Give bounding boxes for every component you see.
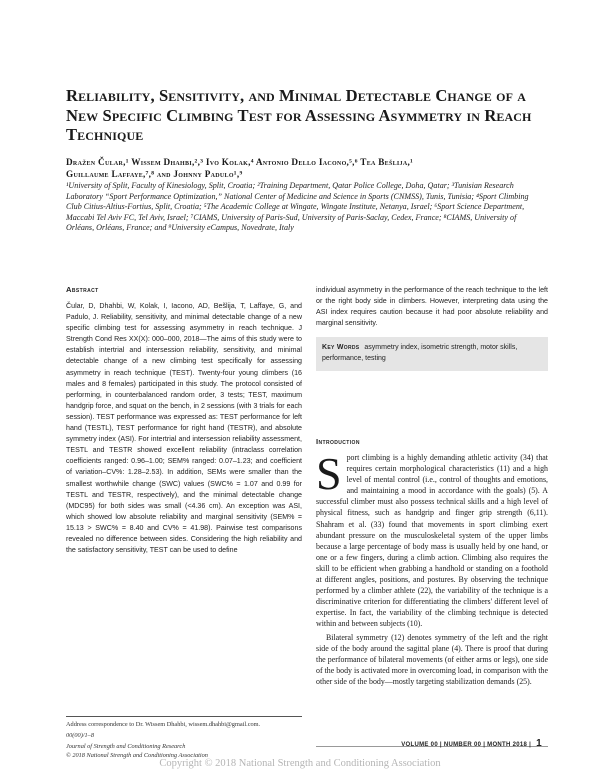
keywords-label: Key Words [322, 344, 360, 352]
volume-note: 00(00)/1–8 [66, 732, 94, 740]
author-list [66, 156, 546, 180]
drop-cap: S [316, 448, 342, 499]
journal-copyright: © 2018 National Strength and Conditioning Association [66, 751, 208, 759]
journal-name: Journal of Strength and Conditioning Research [66, 743, 186, 751]
introduction-paragraph-2: Bilateral symmetry (12) denotes symmetry of the left and the right side of the body around the sagittal plane (4). There is proof that during the performance of bilateral movements (of either arms or legs), one side of the body is activated more in overcoming load, in comparison with the other side of the body—mostly targeting stabilization demands (25). [316, 632, 548, 686]
introduction-paragraph-1 [316, 448, 548, 630]
keywords-box [316, 337, 548, 371]
correspondence-note: Address correspondence to Dr. Wissem Dhahbi, wissem.dhahbi@gmail.com. [66, 721, 261, 728]
page-number: 1 [536, 738, 542, 749]
footnotes [66, 716, 302, 760]
left-column [66, 285, 302, 556]
abstract-text: Čular, D, Dhahbi, W, Kolak, I, Iacono, AD, Bešlija, T, Laffaye, G, and Padulo, J. Reliability, sensitivity, and minimal detectable change of a new specific climbing test for assessing asymmetry in reach technique. J Strength Cond Res XX(X): 000–000, 2018—The aims of this study were to establish intertrial and intersession reliability, sensitivity, and minimal detectable change of a new climbing test specifically for assessing asymmetry in reach technique (TEST). Twenty-four young climbers (16 males and 8 females) participated in this study. The protocol consisted of performing, in counterbalanced random order, 3 tests; TEST, maximum handgrip force, and squat on the bench, in 2 sessions (with 3 trials for each session). TEST performance was expressed as: TEST performance for left hand (TESTL), TEST performance for right hand (TESTR), and absolute symmetry index (ASI). For intertrial and intersession reliability assessment, TESTL and TESTR showed excellent reliability (intraclass correlation coefficients ranged: 0.96–1.00; SEM% ranged: 0.07–1.23; and coefficient of variation–CV%: 1.28–2.53). In addition, SEMs were smaller than the smallest worthwhile change (SWC) values (SWC% = 1.07 and 0.99 for TESTL and TESTR, respectively), and the minimal detectable change (MDC95) for both sides was small (<4.36 cm). An exception was ASI, which showed low absolute reliability and marginal sensitivity (SEM% = 15.13 > SWC% = 8.40 and CV% = 41.98). Pairwise test comparisons revealed no difference between sides. Considering the high reliability and the satisfactory sensitivity, TEST can be used to define [66, 302, 302, 555]
authors-line-1: Dražen Čular,¹ Wissem Dhahbi,²,³ Ivo Kolak,⁴ Antonio Dello Iacono,⁵,⁶ Tea Bešlija,¹ [66, 157, 414, 167]
abstract-heading: Abstract [66, 285, 99, 294]
keywords-text: asymmetry index, isometric strength, motor skills, performance, testing [322, 344, 518, 363]
introduction-heading: Introduction [316, 437, 360, 446]
abstract-continuation: individual asymmetry in the performance of the reach technique to the left or the right body side in climbers. However, interpreting data using the ASI index requires caution because it had poor absolute reliability and marginal sensitivity. [316, 286, 548, 328]
copyright-watermark: Copyright © 2018 National Strength and Conditioning Association [159, 758, 441, 769]
paper-title: Reliability, Sensitivity, and Minimal Detectable Change of a New Specific Climbing Test for Assessing Asymmetry in Reach Technique [66, 86, 532, 144]
introduction-p1-text: port climbing is a highly demanding athletic activity (34) that requires certain morphological characteristics (11) and a high level of mental control (i.e., control of thoughts and emotions, and maintaining a mood in accordance with the goals) (5). A successful climber must also possess technical skills and a high level of physical fitness, such as handgrip and finger grip strength (6,11). Shahram et al. (33) found that movements in sport climbing exert abundant pressure on the musculoskeletal system of the upper limbs because a large percentage of body mass is usually held by one hand, or one or a few fingers, during a climb action. Climbing also requires the skill to be efficient when grabbing a handhold or standing on a foothold at different angles, positions, and postures. By observing the technique performed by a climber athlete (22), the variability of the technique is a discriminative criterion for differentiating the climbers' different level of expertise. In fact, the variability of the climbing technique is detected within and between subjects (10). [316, 453, 548, 629]
footer-volume-info: VOLUME 00 | NUMBER 00 | MONTH 2018 | [401, 742, 532, 748]
right-column [316, 285, 548, 371]
running-footer [401, 738, 542, 749]
introduction-body [316, 448, 548, 687]
authors-line-2: Guillaume Laffaye,⁷,⁸ and Johnny Padulo¹,⁹ [66, 169, 243, 179]
affiliations: ¹University of Split, Faculty of Kinesiology, Split, Croatia; ²Training Department, Qatar Police College, Doha, Qatar; ³Tunisian Research Laboratory “Sport Performance Optimization,” National Center of Medicine and Science in Sports (CNMSS), Tunis, Tunisia; ⁴Sport Climbing Club Citius-Altius-Fortius, Split, Croatia; ⁵The Academic College at Wingate, Wingate Institute, Netanya, Israel; ⁶Sport Science Department, Maccabi Tel Aviv FC, Tel Aviv, Israel; ⁷CIAMS, University of Paris-Sud, University of Paris-Saclay, Cedex, France; ⁸CIAMS, University of Orléans, Orléans, France; and ⁹University eCampus, Novedrate, Italy [66, 181, 529, 233]
